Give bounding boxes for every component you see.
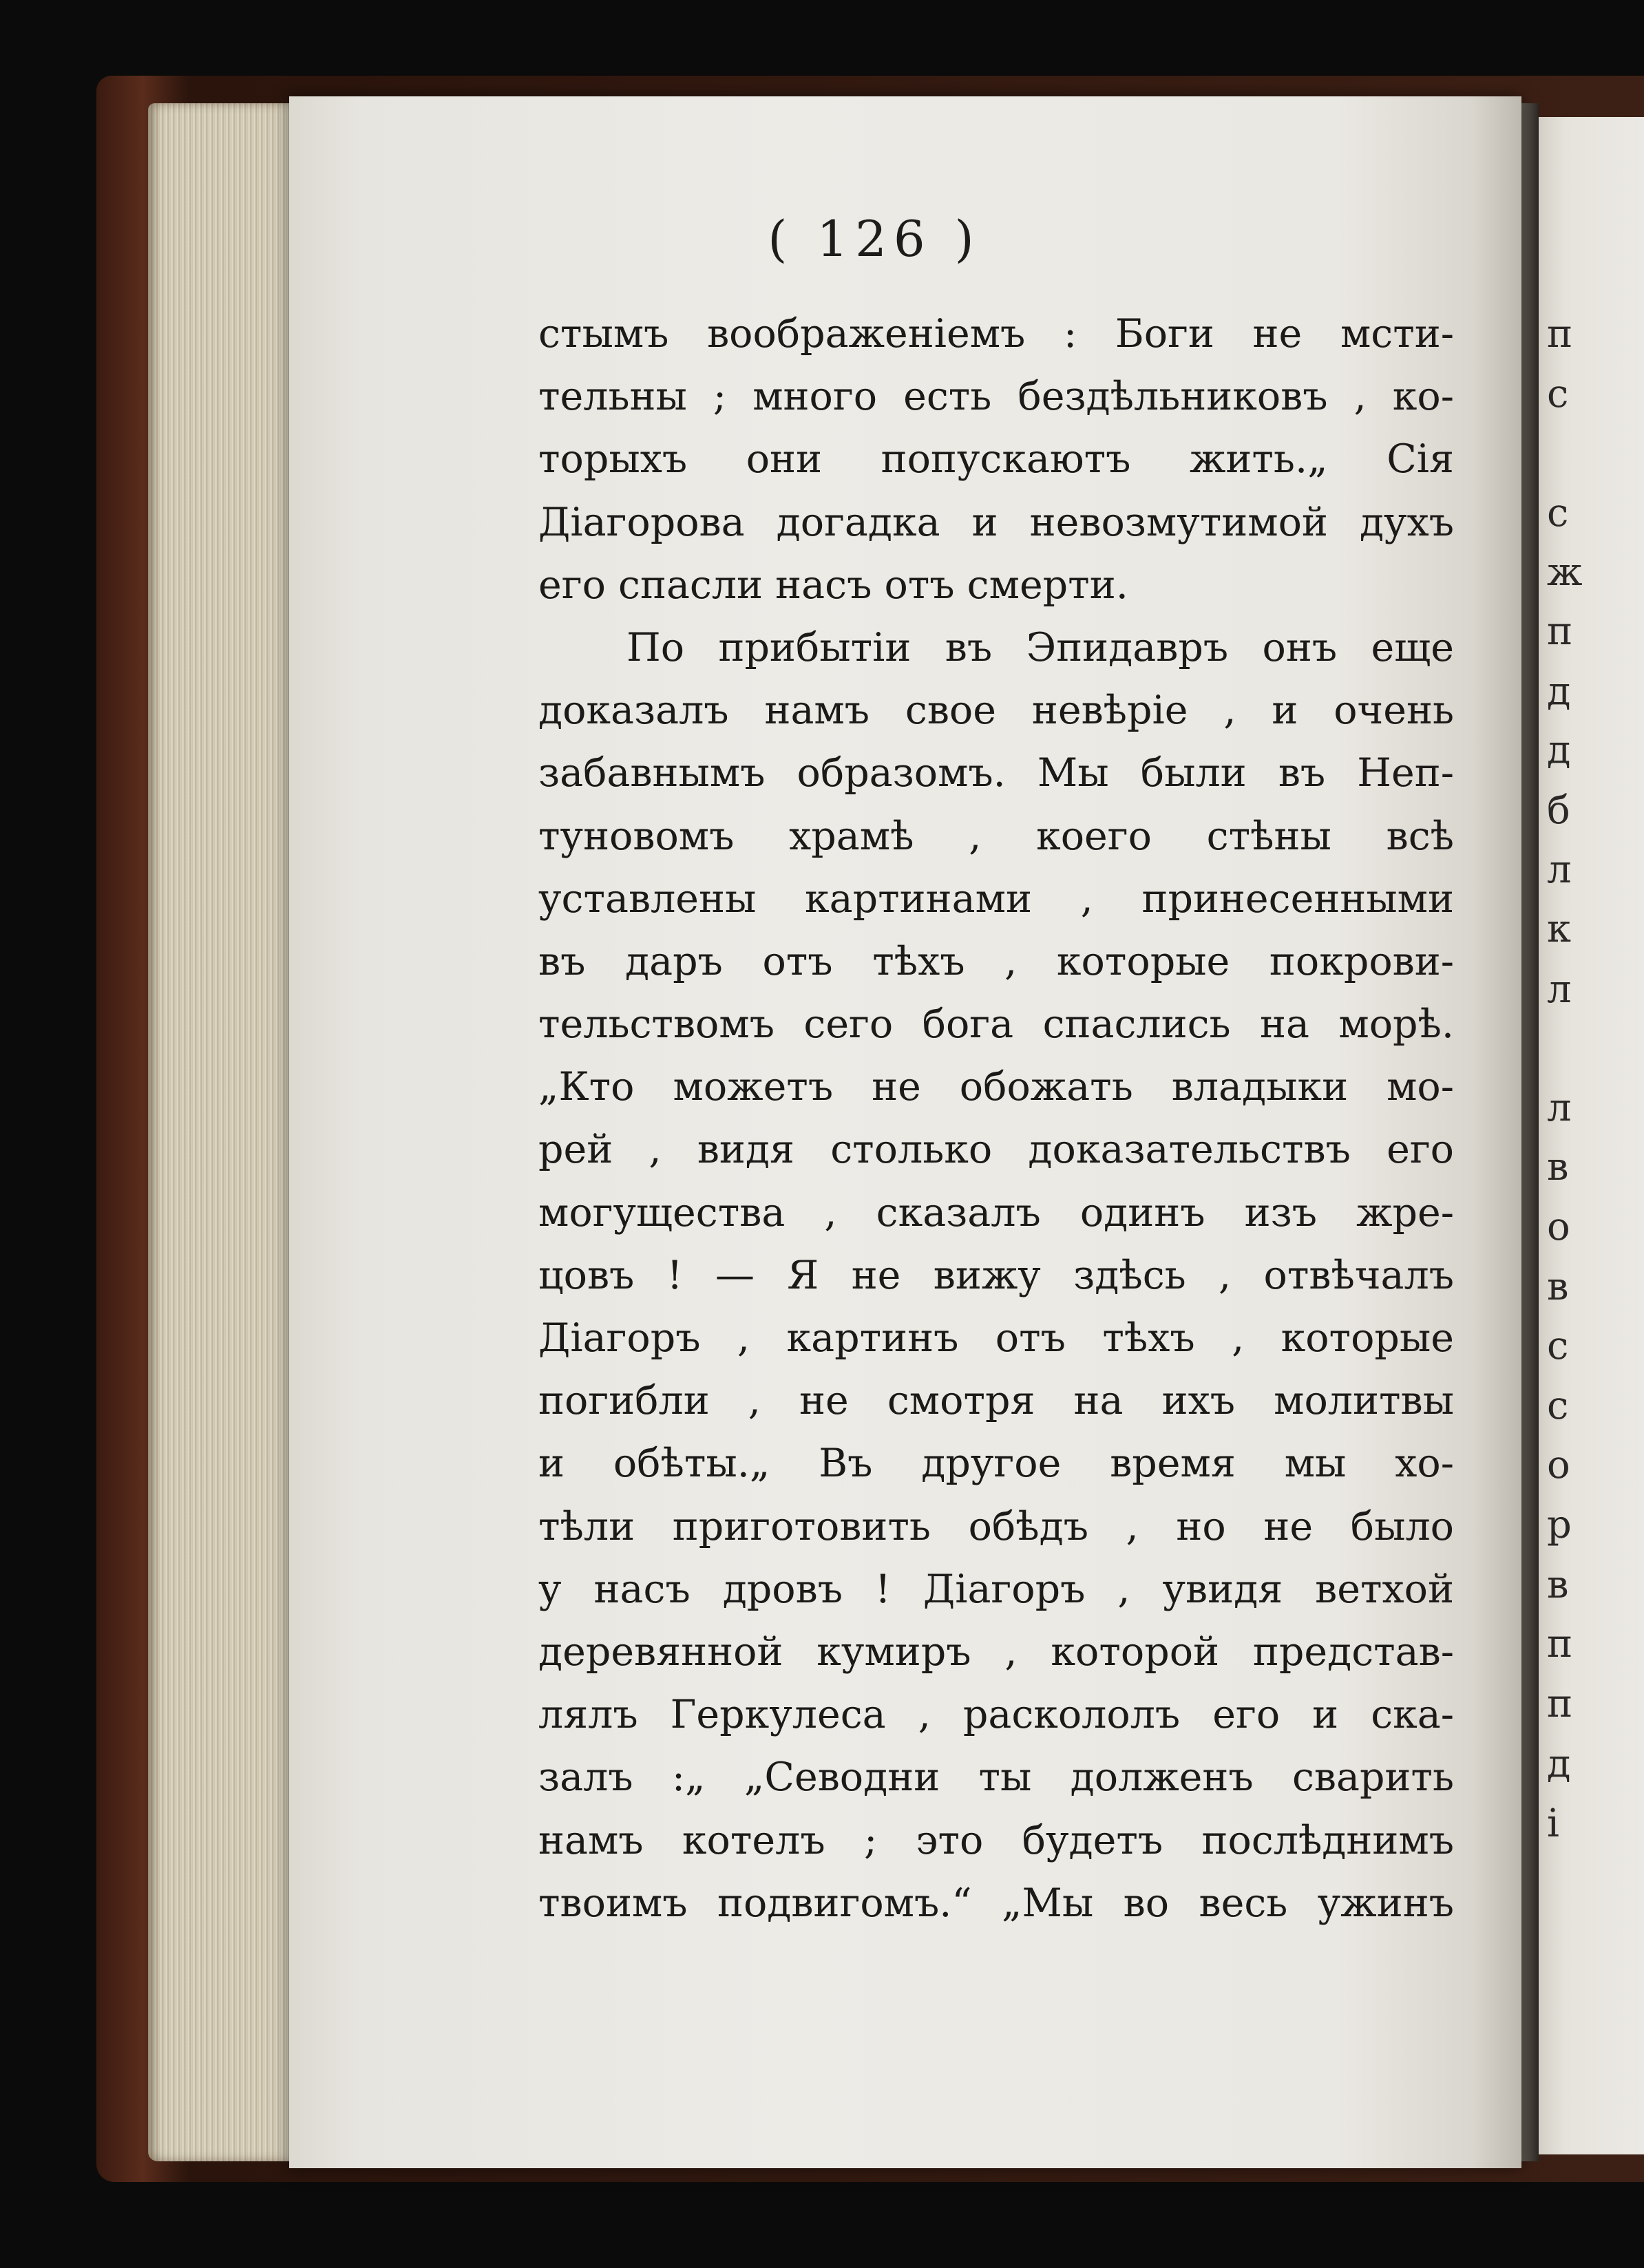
text-line: погибли , не смотря на ихъ молитвы — [538, 1378, 1454, 1424]
text-line: твоимъ подвигомъ.“ „Мы во весь ужинъ — [538, 1880, 1454, 1926]
facing-page-fragment: л — [1547, 1085, 1572, 1130]
facing-page-fragment: п — [1547, 609, 1573, 654]
facing-page-fragment: в — [1547, 1264, 1569, 1309]
text-line: стымъ воображеніемъ : Боги не мсти- — [538, 311, 1454, 357]
facing-page-fragment: д — [1547, 1741, 1571, 1786]
facing-page-fragment: ж — [1547, 550, 1583, 595]
facing-page-fragment: с — [1547, 1324, 1569, 1368]
facing-page-fragment: п — [1547, 312, 1573, 357]
facing-page-fragment: д — [1547, 728, 1571, 772]
facing-page-fragment: с — [1547, 372, 1569, 416]
facing-page-fragment: і — [1547, 1801, 1559, 1846]
text-line: „Кто можетъ не обожать владыки мо- — [538, 1064, 1454, 1110]
facing-page-fragment: о — [1547, 1205, 1570, 1249]
text-line: цовъ ! — Я не вижу здѣсь , отвѣчалъ — [538, 1252, 1454, 1298]
facing-page-fragment: д — [1547, 669, 1571, 714]
text-line: туновомъ храмѣ , коего стѣны всѣ — [538, 813, 1454, 859]
facing-page-fragment: с — [1547, 491, 1569, 536]
facing-page-fragment: п — [1547, 1622, 1573, 1666]
text-line: Діагоръ , картинъ отъ тѣхъ , которые — [538, 1315, 1454, 1361]
text-line: доказалъ намъ свое невѣріе , и очень — [538, 688, 1454, 734]
text-line: тѣли приготовить обѣдъ , но не было — [538, 1503, 1454, 1549]
facing-page-fragment: о — [1547, 1443, 1570, 1487]
text-line: могущества , сказалъ одинъ изъ жре- — [538, 1189, 1454, 1236]
text-line: Діагорова догадка и невозмутимой духъ — [538, 499, 1454, 545]
text-line: рей , видя столько доказательствъ его — [538, 1127, 1454, 1173]
page-body-text — [538, 303, 1454, 1935]
facing-page-fragment: в — [1547, 1145, 1569, 1189]
facing-page-fragment: к — [1547, 907, 1571, 951]
facing-page-fragment: п — [1547, 1682, 1573, 1726]
text-line: тельны ; много есть бездѣльниковъ , ко- — [538, 374, 1454, 420]
text-line: торыхъ они попускаютъ жить.„ Сія — [538, 436, 1454, 483]
facing-page-fragment: в — [1547, 1562, 1569, 1607]
facing-page-fragment: р — [1547, 1503, 1572, 1547]
page-number-header: ( 126 ) — [768, 210, 981, 268]
text-line: въ даръ отъ тѣхъ , которые покрови- — [538, 938, 1454, 984]
text-line: лялъ Геркулеса , раскололъ его и ска- — [538, 1692, 1454, 1738]
text-line: залъ :„ „Севодни ты долженъ сварить — [538, 1755, 1454, 1801]
facing-page-fragment: б — [1547, 788, 1570, 833]
text-line: тельствомъ сего бога спаслись на морѣ. — [538, 1001, 1454, 1048]
page-edges — [148, 103, 313, 2161]
text-line: у насъ дровъ ! Діагоръ , увидя ветхой — [538, 1566, 1454, 1612]
text-line: его спасли насъ отъ смерти. — [538, 562, 1128, 608]
text-line: забавнымъ образомъ. Мы были въ Неп- — [538, 750, 1454, 796]
text-line: деревянной кумиръ , которой представ- — [538, 1629, 1454, 1675]
facing-page-fragment: л — [1547, 967, 1572, 1012]
text-line: По прибытіи въ Эпидавръ онъ еще — [626, 624, 1454, 670]
facing-page — [1532, 117, 1644, 2154]
facing-page-fragment: с — [1547, 1384, 1569, 1428]
text-line: уставлены картинами , принесенными — [538, 876, 1454, 922]
text-line: намъ котелъ ; это будетъ послѣднимъ — [538, 1817, 1454, 1863]
text-line: и обѣты.„ Въ другое время мы хо- — [538, 1441, 1454, 1487]
facing-page-fragment: л — [1547, 847, 1572, 892]
